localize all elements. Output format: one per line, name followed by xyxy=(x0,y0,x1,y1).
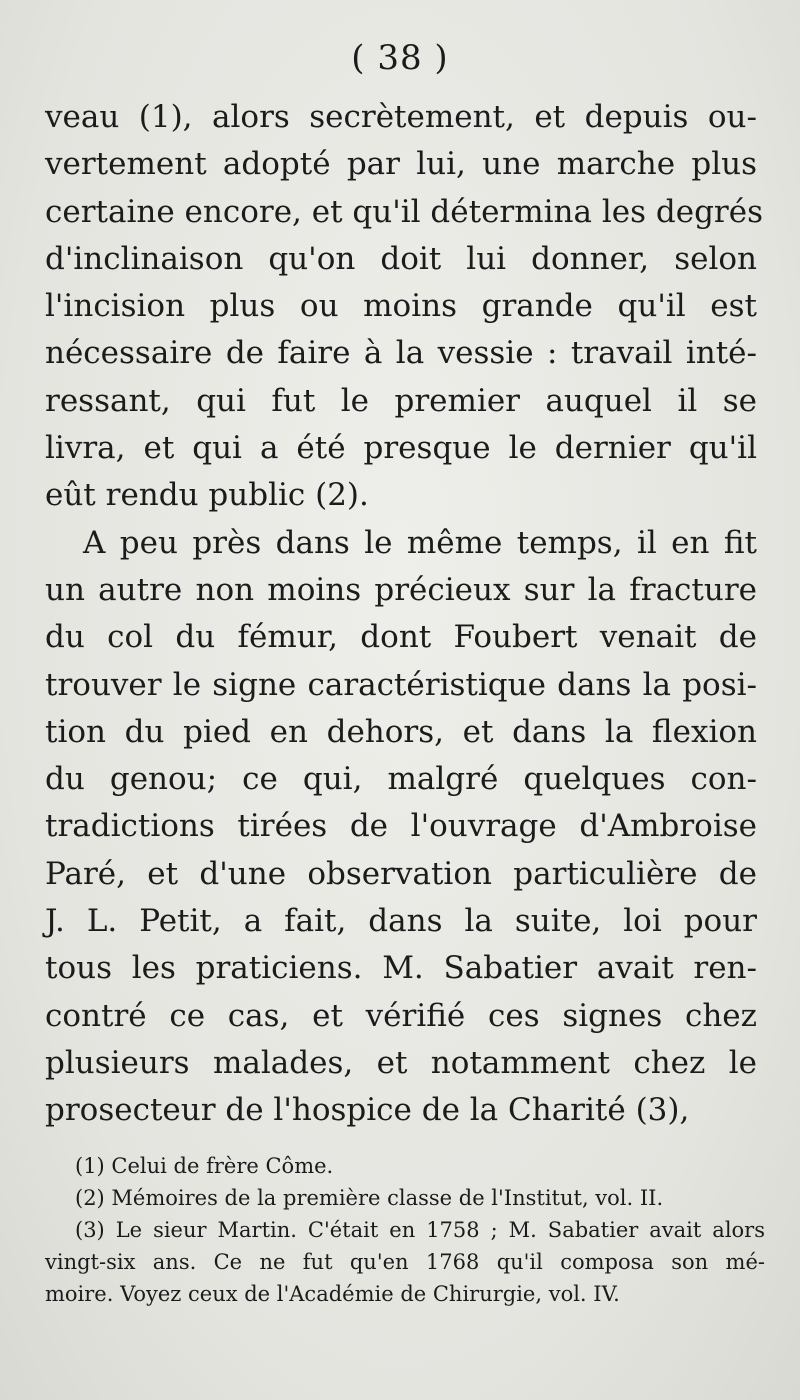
footnote-line: (2) Mémoires de la première classe de l'Institut, vol. II. xyxy=(75,1186,664,1210)
body-line: un autre non moins précieux sur la fracture xyxy=(45,571,757,608)
body-line: livra, et qui a été presque le dernier qu'il xyxy=(45,430,757,467)
body-line: A peu près dans le même temps, il en fit xyxy=(83,524,757,561)
body-line: Paré, et d'une observation particulière de xyxy=(45,855,757,892)
body-line: plusieurs malades, et notamment chez le xyxy=(45,1044,757,1081)
body-line: J. L. Petit, a fait, dans la suite, loi pour xyxy=(45,903,757,940)
body-line: tion du pied en dehors, et dans la flexion xyxy=(45,713,757,750)
body-line: d'inclinaison qu'on doit lui donner, selon xyxy=(45,240,757,277)
body-line: certaine encore, et qu'il détermina les degrés xyxy=(45,193,763,230)
body-line: l'incision plus ou moins grande qu'il est xyxy=(45,288,757,325)
body-line: prosecteur de l'hospice de la Charité (3), xyxy=(45,1092,690,1129)
body-line: veau (1), alors secrètement, et depuis ou- xyxy=(45,99,757,135)
body-line: du genou; ce qui, malgré quelques con- xyxy=(45,761,757,798)
footnote-line: (3) Le sieur Martin. C'était en 1758 ; M. Sabatier avait alors xyxy=(75,1218,765,1242)
body-line: contré ce cas, et vérifié ces signes chez xyxy=(45,997,757,1034)
footnote-line: vingt-six ans. Ce ne fut qu'en 1768 qu'il composa son mé- xyxy=(45,1250,765,1274)
body-text xyxy=(45,94,763,1135)
page-number: ( 38 ) xyxy=(351,38,449,78)
body-line: du col du fémur, dont Foubert venait de xyxy=(45,619,757,656)
body-line: vertement adopté par lui, une marche plus xyxy=(45,146,757,183)
body-line: tradictions tirées de l'ouvrage d'Ambroise xyxy=(45,808,757,845)
body-line: trouver le signe caractéristique dans la posi- xyxy=(45,666,757,703)
body-line: tous les praticiens. M. Sabatier avait ren- xyxy=(45,950,757,987)
body-line: nécessaire de faire à la vessie : travail inté- xyxy=(45,335,757,372)
body-line: ressant, qui fut le premier auquel il se xyxy=(45,382,757,419)
body-line: eût rendu public (2). xyxy=(45,477,369,514)
footnote-line: (1) Celui de frère Côme. xyxy=(75,1154,334,1178)
footnote-line: moire. Voyez ceux de l'Académie de Chirurgie, vol. IV. xyxy=(45,1282,620,1306)
footnotes xyxy=(45,1150,765,1310)
